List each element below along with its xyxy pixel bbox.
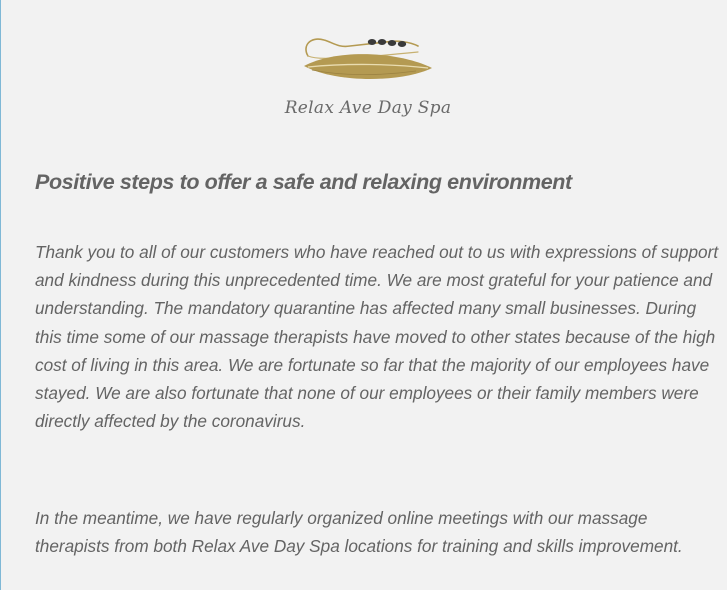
article-heading: Positive steps to offer a safe and relaxing environment xyxy=(35,170,572,194)
brand-logo xyxy=(268,30,468,130)
brand-name: Relax Ave Day Spa xyxy=(284,98,452,118)
article-paragraph-1: Thank you to all of our customers who have reached out to us with expressions of support and kindness during this unprecedented time. We are most grateful for your patience and understanding. The mandatory quarantine has affected many small businesses. During this time some of our massage therapists have moved to other states because of the high cost of living in this area. We are fortunate so far that the majority of our employees have stayed. We are also fortunate that none of our employees or their family members were directly affected by the coronavirus. xyxy=(35,242,719,432)
article-paragraph-2: In the meantime, we have regularly organized online meetings with our massage therapists from both Relax Ave Day Spa locations for training and skills improvement. xyxy=(35,508,683,557)
massage-stones-leaf-icon xyxy=(268,30,468,96)
left-border xyxy=(0,0,1,590)
